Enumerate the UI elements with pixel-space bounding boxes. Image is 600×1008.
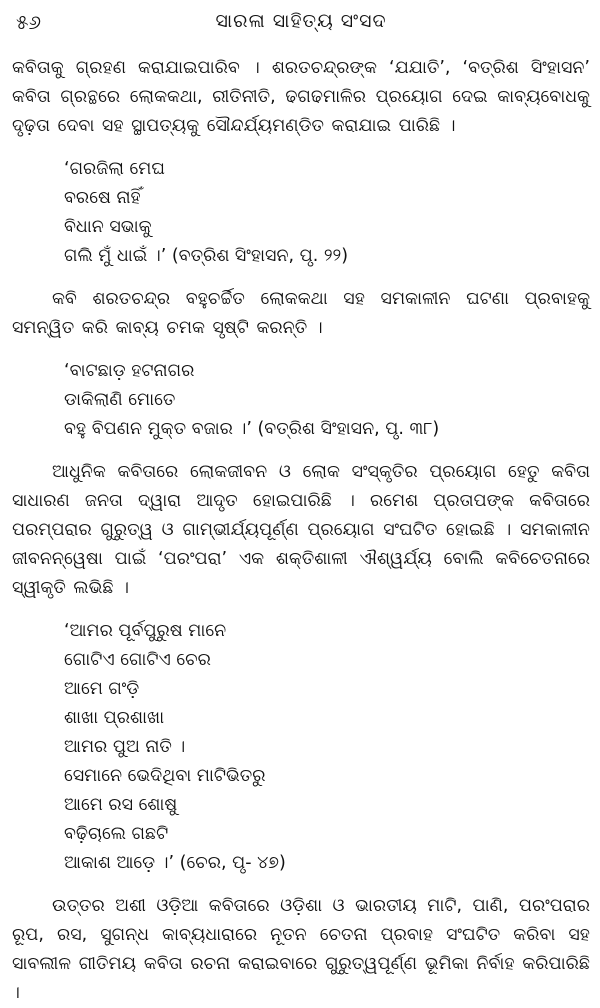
verse-line: ସେମାନେ ଭେଦିଥିବା ମାଟିଭିତରୁ xyxy=(64,766,266,786)
verse-line: ‘ଗରଜିଲା ମେଘ xyxy=(64,159,165,179)
verse-line: ଆମେ ରସ ଶୋଷୁ xyxy=(64,795,178,815)
verse-quote xyxy=(64,357,590,444)
verse-line: ଆକାଶ ଆଡ଼େ ।’ (ଚେର, ପୃ- ୪୭) xyxy=(64,853,286,873)
verse-line: ଆମେ ଗଂଡ଼ି xyxy=(64,679,140,699)
paragraph: ଉତ୍ତର ଅଶୀ ଓଡ଼ିଆ କବିତାରେ ଓଡ଼ିଶା ଓ ଭାରତୀୟ ମାଟି, ପାଣି, ପରଂପରାର ରୂପ, ରସ, ସୁଗନ୍ଧ କାବ୍ୟଧାରାରେ ନୂତନ ଚେତନା ପ୍ରବାହ ସଂଘଟିତ କରିବା ସହ ସାବଲୀଳ ଗୀତିମୟ କବିତା ରଚନା କରାଇବାରେ ଗୁରୁତ୍ୱପୂର୍ଣ୍ଣ ଭୂମିକା ନିର୍ବାହ କରିପାରିଛି । xyxy=(12,896,590,1003)
verse-line: ବିଧାନ ସଭାକୁ xyxy=(64,217,152,237)
verse-line: ‘ବାଟଛାଡ଼ ହଟନାଗର xyxy=(64,361,195,381)
paragraph: କବି ଶରତଚନ୍ଦ୍ର ବହୁଚର୍ଚ୍ଚିତ ଲୋକକଥା ସହ ସମକାଳୀନ ଘଟଣା ପ୍ରବାହକୁ ସମନ୍ୱିତ କରି କାବ୍ୟ ଚମକ ସୃଷ୍ଟି କରନ୍ତି । xyxy=(12,289,590,338)
verse-line: ଡାକିଲାଣି ମୋତେ xyxy=(64,390,176,410)
verse-line: ବହୁ ବିପଣନ ମୁକ୍ତ ବଜାର ।’ (ବତ୍ରିଶ ସିଂହାସନ, ପୃ. ୩୮) xyxy=(64,419,440,439)
verse-line: ଆମର ପୁଅ ନାତି । xyxy=(64,737,186,757)
verse-line: ବଢ଼ିଚାଲେ ଗଛଟି xyxy=(64,824,169,844)
verse-line: ଗଲି ମୁଁ ଧାଇଁ ।’ (ବତ୍ରିଶ ସିଂହାସନ, ପୃ. ୨୨) xyxy=(64,246,349,266)
page-number: ୫୬ xyxy=(16,10,42,34)
verse-quote xyxy=(64,155,590,271)
paragraph: କବିତାକୁ ଗ୍ରହଣ କରାଯାଇପାରିବ । ଶରତଚନ୍ଦ୍ରଙ୍କ ‘ଯଯାତି’, ‘ବତ୍ରିଶ ସିଂହାସନ’ କବିତା ଗ୍ରନ୍ଥରେ ଲୋକକଥା, ରୀତିନୀତି, ଢଗଢମାଳିର ପ୍ରୟୋଗ ଦେଇ କାବ୍ୟବୋଧକୁ ଦୃଢ଼ତା ଦେବା ସହ ସ୍ଥାପତ୍ୟକୁ ସୌନ୍ଦର୍ଯ୍ୟମଣ୍ଡିତ କରାଯାଇ ପାରିଛି । xyxy=(12,58,590,136)
verse-line: ଶାଖା ପ୍ରଶାଖା xyxy=(64,708,165,728)
verse-line: ଗୋଟିଏ ଗୋଟିଏ ଚେର xyxy=(64,650,211,670)
verse-line: ‘ଆମର ପୂର୍ବପୁରୁଷ ମାନେ xyxy=(64,621,227,641)
page-header xyxy=(12,8,590,42)
verse-line: ବରଷେ ନାହିଁ xyxy=(64,188,141,208)
verse-quote xyxy=(64,617,590,878)
running-title: ସାରଳା ସାହିତ୍ୟ ସଂସଦ xyxy=(215,10,387,32)
paragraph: ଆଧୁନିକ କବିତାରେ ଲୋକଜୀବନ ଓ ଲୋକ ସଂସ୍କୃତିର ପ୍ରୟୋଗ ହେତୁ କବିତା ସାଧାରଣ ଜନତା ଦ୍ୱାରା ଆଦୃତ ହୋଇପାରିଛି । ରମେଶ ପ୍ରତାପଙ୍କ କବିତାରେ ପରମ୍ପରାର ଗୁରୁତ୍ୱ ଓ ଗାମ୍ଭୀର୍ଯ୍ୟପୂର୍ଣ୍ଣ ପ୍ରୟୋଗ ସଂଘଟିତ ହୋଇଛି । ସମକାଳୀନ ଜୀବନନ୍ୱେଷା ପାଇଁ ‘ପରଂପରା’ ଏକ ଶକ୍ତିଶାଳୀ ଐଶ୍ୱର୍ଯ୍ୟ ବୋଲି କବିଚେତନାରେ ସ୍ୱୀକୃତି ଲଭିଛି । xyxy=(12,462,590,598)
